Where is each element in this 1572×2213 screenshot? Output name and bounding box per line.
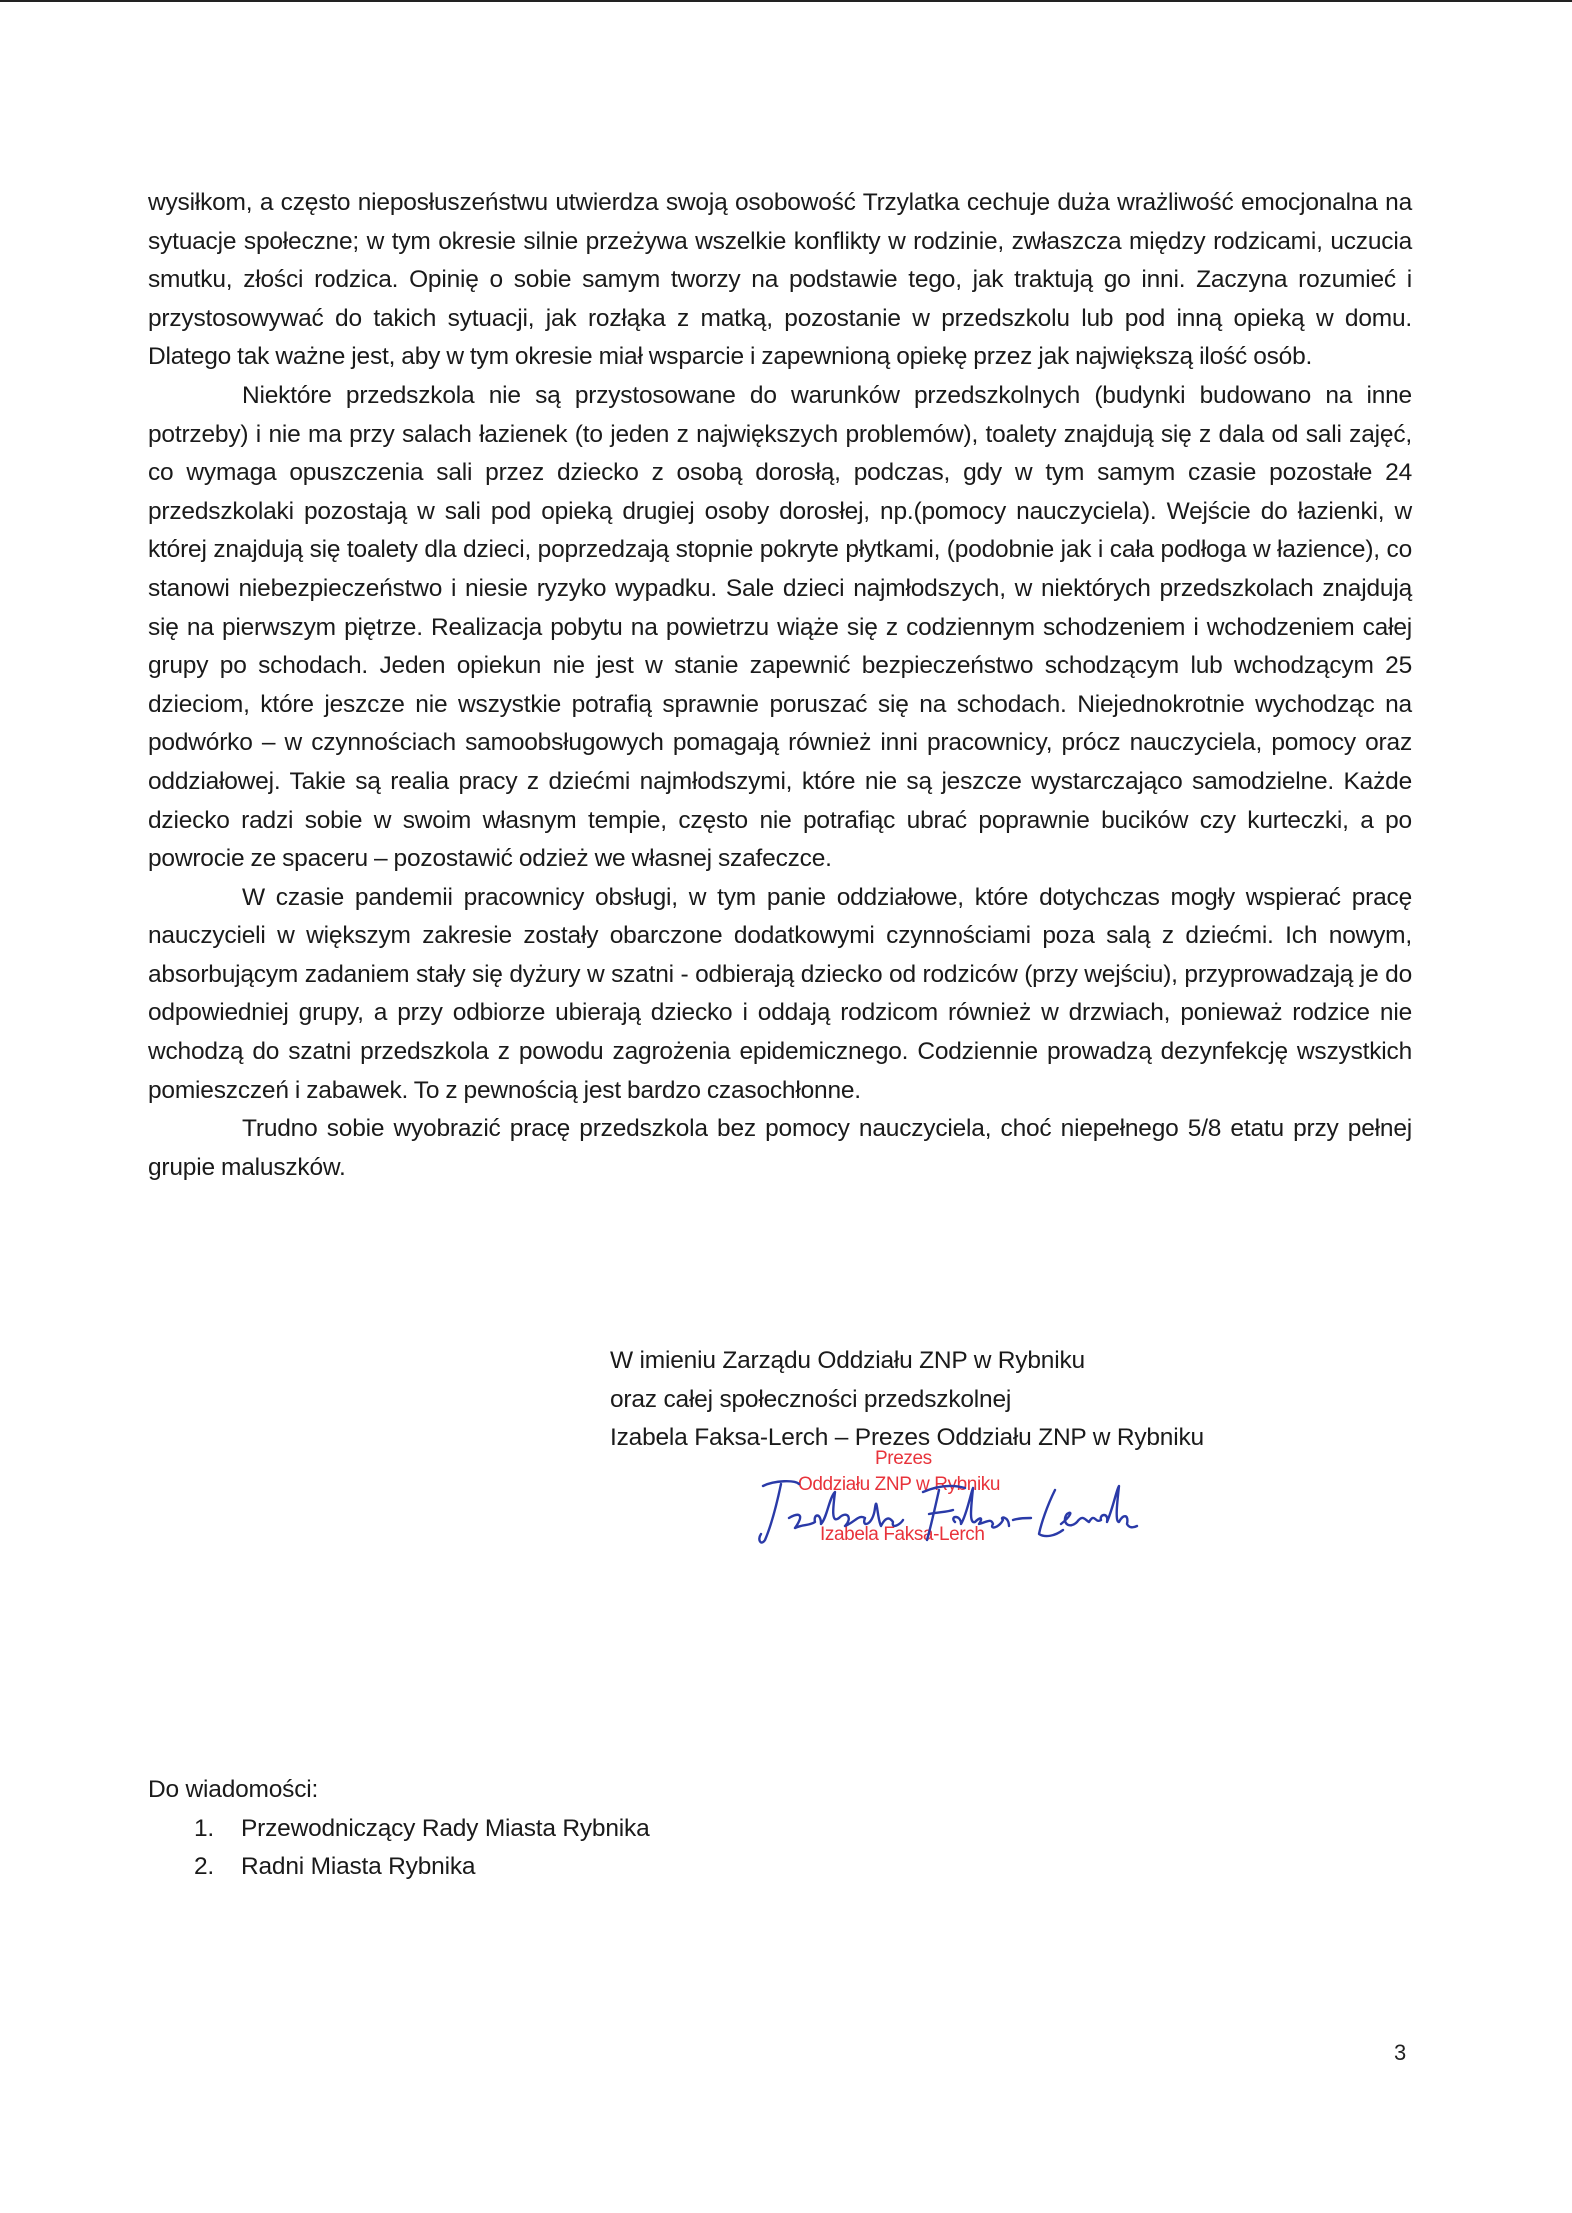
- page-top-edge: [0, 0, 1572, 2]
- signature-line-name-title: Izabela Faksa-Lerch – Prezes Oddziału ZNP w Rybniku: [610, 1424, 1204, 1452]
- distribution-heading: Do wiadomości:: [148, 1776, 319, 1803]
- stamp-organization: Oddziału ZNP w Rybniku: [798, 1474, 1001, 1495]
- signature-line-community: oraz całej społeczności przedszkolnej: [610, 1385, 1012, 1413]
- paragraph-continuation: wysiłkom, a często nieposłuszeństwu utwierdza swoją osobowość Trzylatka cechuje duża wrażliwość emocjonalna na sytuacje społeczne; w tym okresie silnie przeżywa wszelkie konflikty w rodzinie, zwłaszcza między rodzicami, uczucia smutku, złości rodzica. Opinię o sobie samym tworzy na podstawie tego, jak traktują go inni. Zaczyna rozumieć i przystosowywać do takich sytuacji, jak rozłąka z matką, pozostanie w przedszkolu lub pod inną opieką w domu. Dlatego tak ważne jest, aby w tym okresie miał wsparcie i zapewnioną opiekę przez jak największą ilość osób.: [148, 189, 1412, 371]
- paragraph-pandemic-staff: W czasie pandemii pracownicy obsługi, w tym panie oddziałowe, które dotychczas mogły wspierać pracę nauczycieli w większym zakresie zostały obarczone dodatkowymi czynnościami poza salą z dziećmi. Ich nowym, absorbującym zadaniem stały się dyżury w szatni - odbierają dziecko od rodziców (przy wejściu), przyprowadzają je do odpowiedniej grupy, a przy odbiorze ubierają dziecko i oddają rodzicom również w drzwiach, ponieważ rodzice nie wchodzą do szatni przedszkola z powodu zagrożenia epidemicznego. Codziennie prowadzą dezynfekcję wszystkich pomieszczeń i zabawek. To z pewnością jest bardzo czasochłonne.: [148, 883, 1412, 1104]
- letter-body: [148, 184, 1412, 1187]
- signature-block: [610, 1342, 1204, 1458]
- distribution-item-label: Przewodniczący Rady Miasta Rybnika: [241, 1814, 650, 1842]
- paragraph-preschool-buildings: Niektóre przedszkola nie są przystosowane do warunków przedszkolnych (budynki budowano na inne potrzeby) i nie ma przy salach łazienek (to jeden z największych problemów), toalety znajdują się z dala od sali zajęć, co wymaga opuszczenia sali przez dziecko z osobą dorosłą, podczas, gdy w tym samym czasie pozostałe 24 przedszkolaki pozostają w sali pod opieką drugiej osoby dorosłej, np.(pomocy nauczyciela). Wejście do łazienki, w której znajdują się toalety dla dzieci, poprzedzają stopnie pokryte płytkami, (podobnie jak i cała podłoga w łazience), co stanowi niebezpieczeństwo i niesie ryzyko wypadku. Sale dzieci najmłodszych, w niektórych przedszkolach znajdują się na pierwszym piętrze. Realizacja pobytu na powietrzu wiąże się z codziennym schodzeniem i wchodzeniem całej grupy po schodach. Jeden opiekun nie jest w stanie zapewnić bezpieczeństwo schodzącym lub wchodzącym 25 dzieciom, które jeszcze nie wszystkie potrafią sprawnie poruszać się na schodach. Niejednokrotnie wychodząc na podwórko – w czynnościach samoobsługowych pomagają również inni pracownicy, prócz nauczyciela, pomocy oraz oddziałowej. Takie są realia pracy z dziećmi najmłodszymi, które nie są jeszcze wystarczająco samodzielne. Każde dziecko radzi sobie w swoim własnym tempie, często nie potrafiąc ubrać poprawnie bucików czy kurteczki, a po powrocie ze spaceru – pozostawić odzież we własnej szafeczce.: [148, 381, 1412, 873]
- distribution-recipients: [148, 1810, 650, 1887]
- distribution-item: [148, 1810, 650, 1849]
- document-page: [148, 184, 1412, 1187]
- distribution-item-number: 1.: [194, 1814, 215, 1842]
- distribution-item-number: 2.: [194, 1853, 215, 1881]
- distribution-list: [148, 1771, 650, 1887]
- signature-line-on-behalf: W imieniu Zarządu Oddziału ZNP w Rybniku: [610, 1347, 1085, 1374]
- distribution-item: [148, 1848, 650, 1887]
- distribution-item-label: Radni Miasta Rybnika: [241, 1853, 476, 1881]
- handwritten-signature-icon: [755, 1478, 1135, 1558]
- stamp-title: Prezes: [875, 1448, 932, 1469]
- paragraph-conclusion: Trudno sobie wyobrazić pracę przedszkola bez pomocy nauczyciela, choć niepełnego 5/8 etatu przy pełnej grupie maluszków.: [148, 1115, 1412, 1181]
- stamp-name: Izabela Faksa-Lerch: [820, 1524, 985, 1545]
- page-number: 3: [1394, 2040, 1407, 2065]
